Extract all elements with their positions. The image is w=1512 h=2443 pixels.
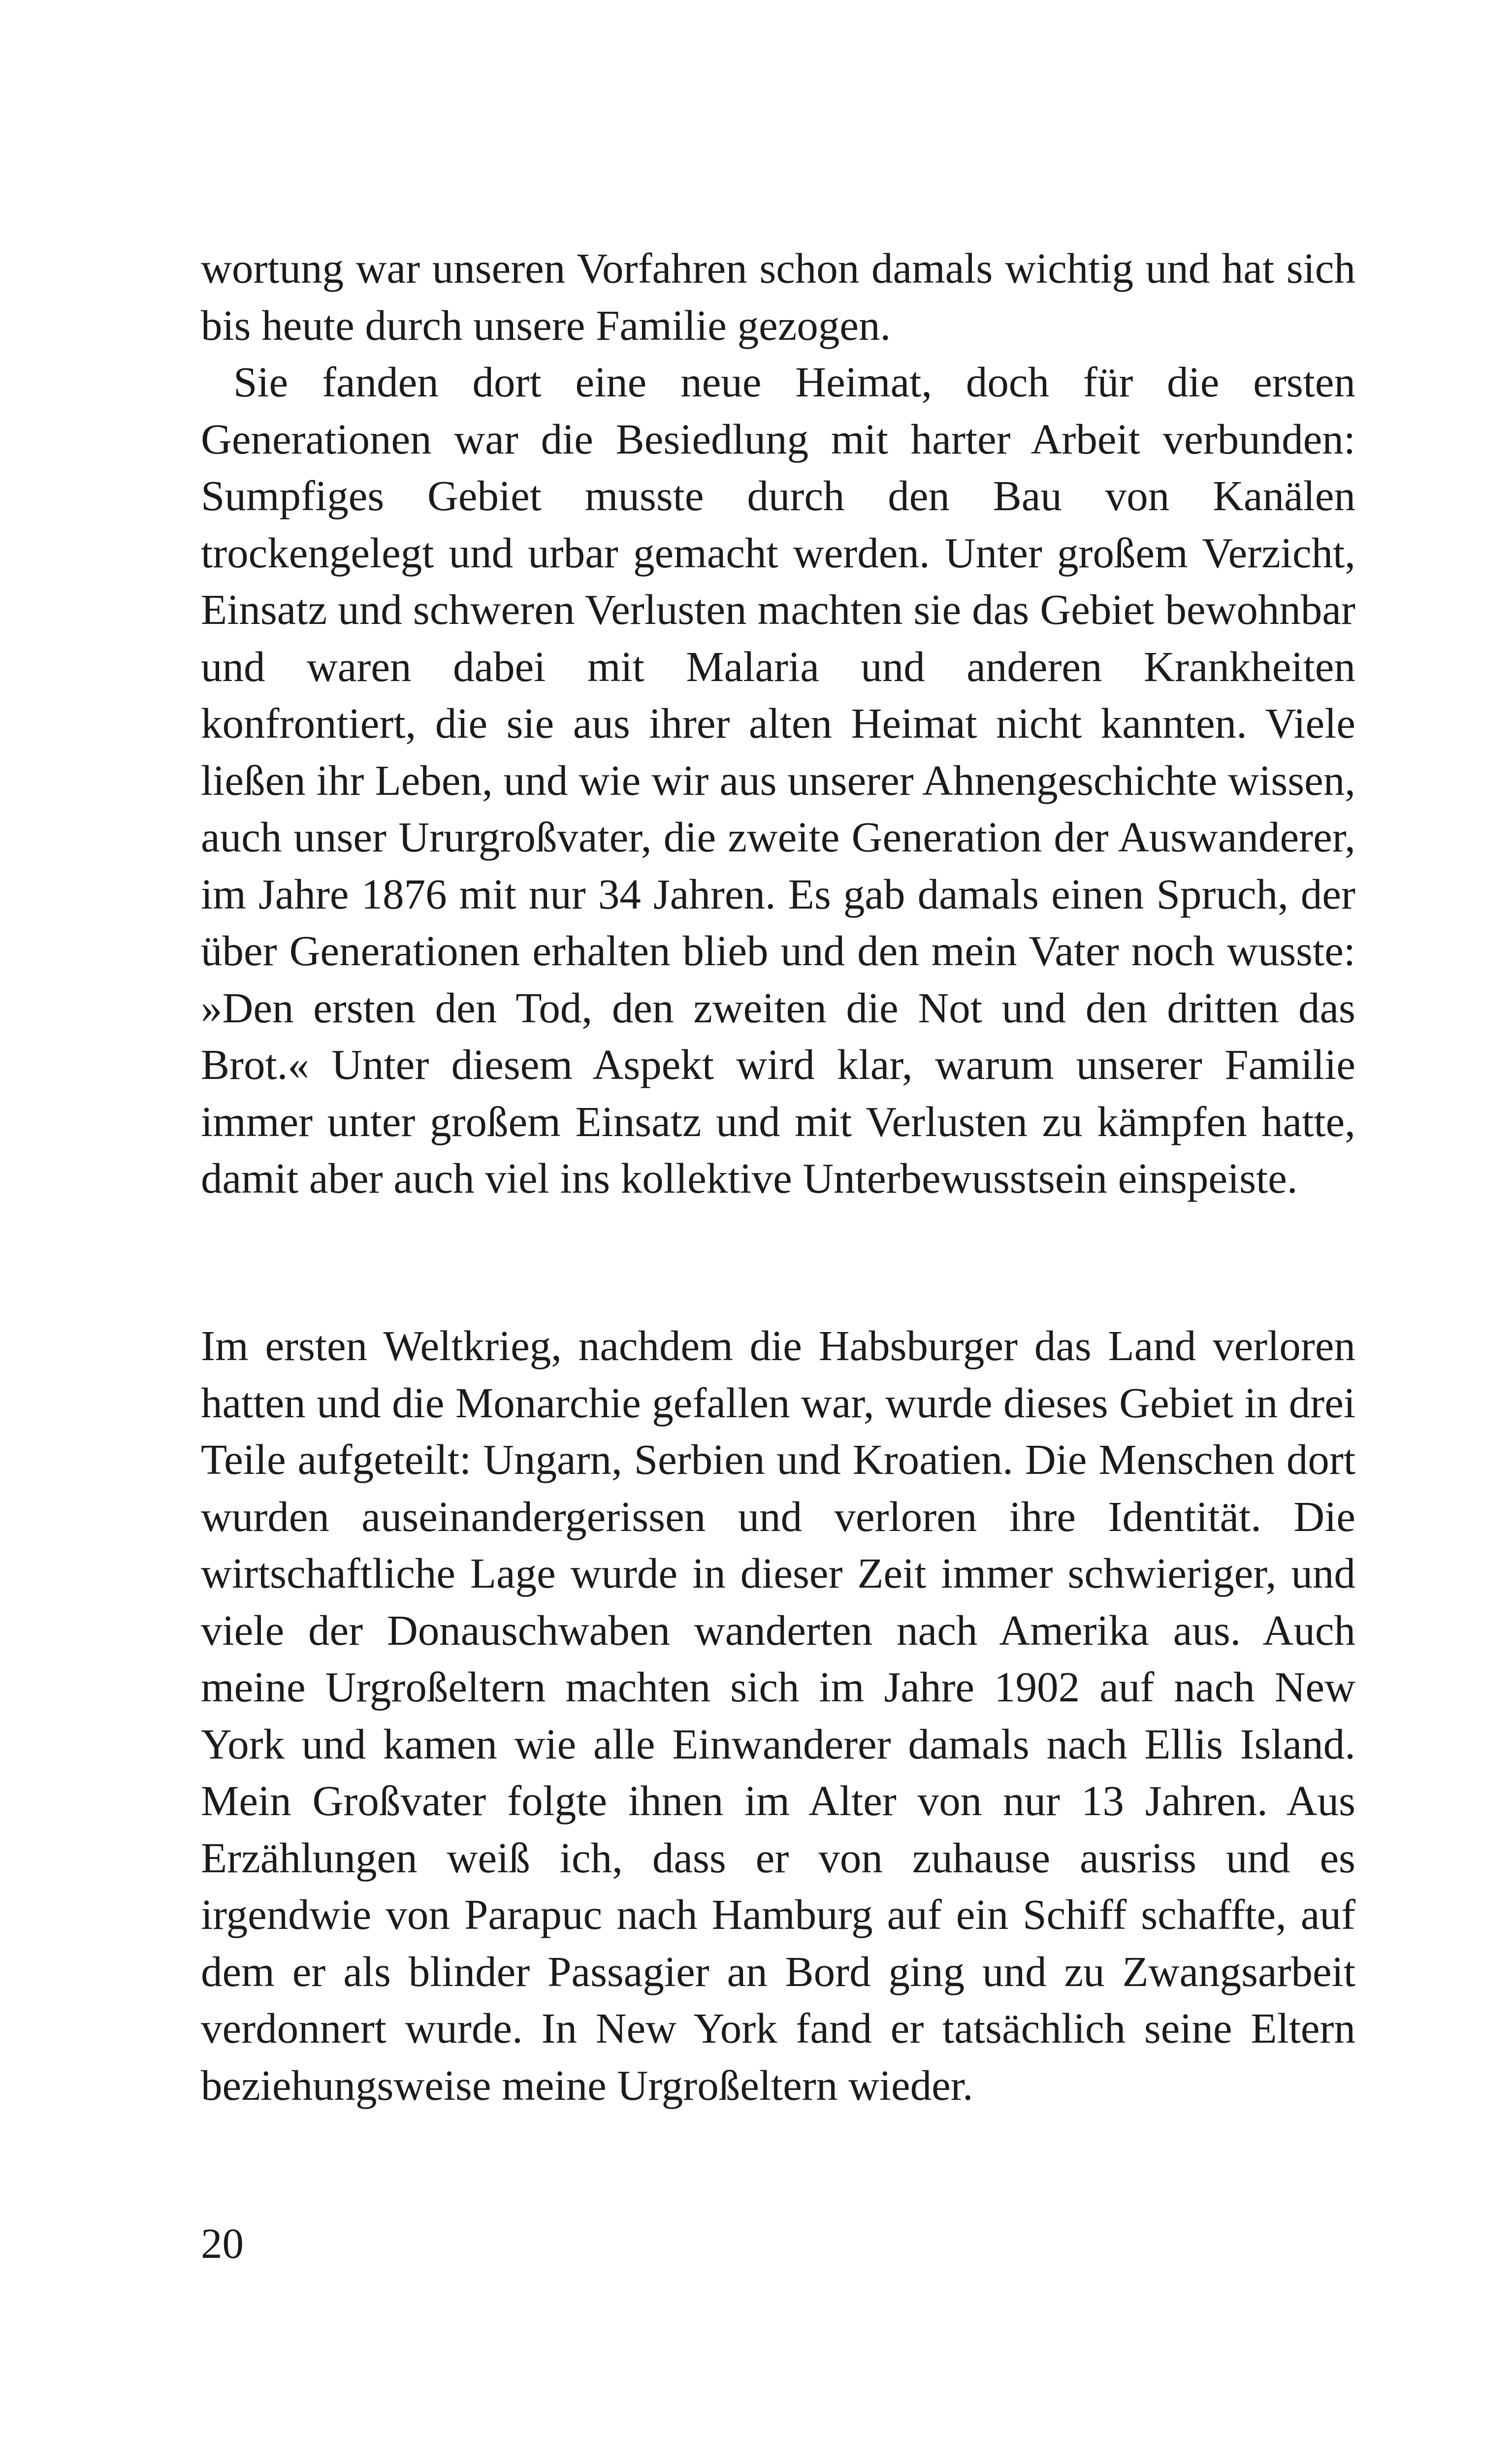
paragraph-emigration: Im ersten Weltkrieg, nachdem die Habsburger das Land verloren hatten und die Monarchie gefallen war, wurde dieses Gebiet in drei Teile aufgeteilt: Ungarn, Serbien und Kroatien. Die Menschen dort wurden auseinandergerissen und verloren ihre Identität. Die wirtschaftliche Lage wurde in dieser Zeit immer schwieriger, und viele der Donauschwaben wanderten nach Amerika aus. Auch meine Urgroßeltern machten sich im Jahre 1902 auf nach New York und kamen wie alle Einwanderer damals nach Ellis Island. Mein Großvater folgte ihnen im Alter von nur 13 Jahren. Aus Erzählungen weiß ich, dass er von zuhause ausriss und es irgendwie von Parapuc nach Hamburg auf ein Schiff schaffte, auf dem er als blinder Passagier an Bord ging und zu Zwangsarbeit verdonnert wurde. In New York fand er tatsächlich seine Eltern beziehungsweise meine Urgroßeltern wieder.: [201, 1322, 1355, 2109]
text-block-top: [201, 240, 1355, 1207]
paragraph-settlement: Sie fanden dort eine neue Heimat, doch für die ersten Generationen war die Besiedlung mit harter Arbeit verbunden: Sumpfiges Gebiet musste durch den Bau von Kanälen trockengelegt und urbar gemacht werden. Unter großem Verzicht, Einsatz und schweren Verlusten machten sie das Gebiet bewohnbar und waren dabei mit Malaria und anderen Krankheiten konfrontiert, die sie aus ihrer alten Heimat nicht kannten. Viele ließen ihr Leben, und wie wir aus unserer Ahnengeschichte wissen, auch unser Ururgroßvater, die zweite Generation der Auswanderer, im Jahre 1876 mit nur 34 Jahren. Es gab damals einen Spruch, der über Generationen erhalten blieb und den mein Vater noch wusste: »Den ersten den Tod, den zweiten die Not und den dritten das Brot.« Unter diesem Aspekt wird klar, warum unserer Familie immer unter großem Einsatz und mit Verlusten zu kämpfen hatte, damit aber auch viel ins kollektive Unterbewusstsein einspeiste.: [201, 358, 1355, 1202]
paragraph-continuation: wortung war unseren Vorfahren schon damals wichtig und hat sich bis heute durch unsere Familie gezogen.: [201, 244, 1355, 349]
page-number: 20: [201, 2219, 244, 2267]
text-block-bottom: [201, 1317, 1355, 2114]
